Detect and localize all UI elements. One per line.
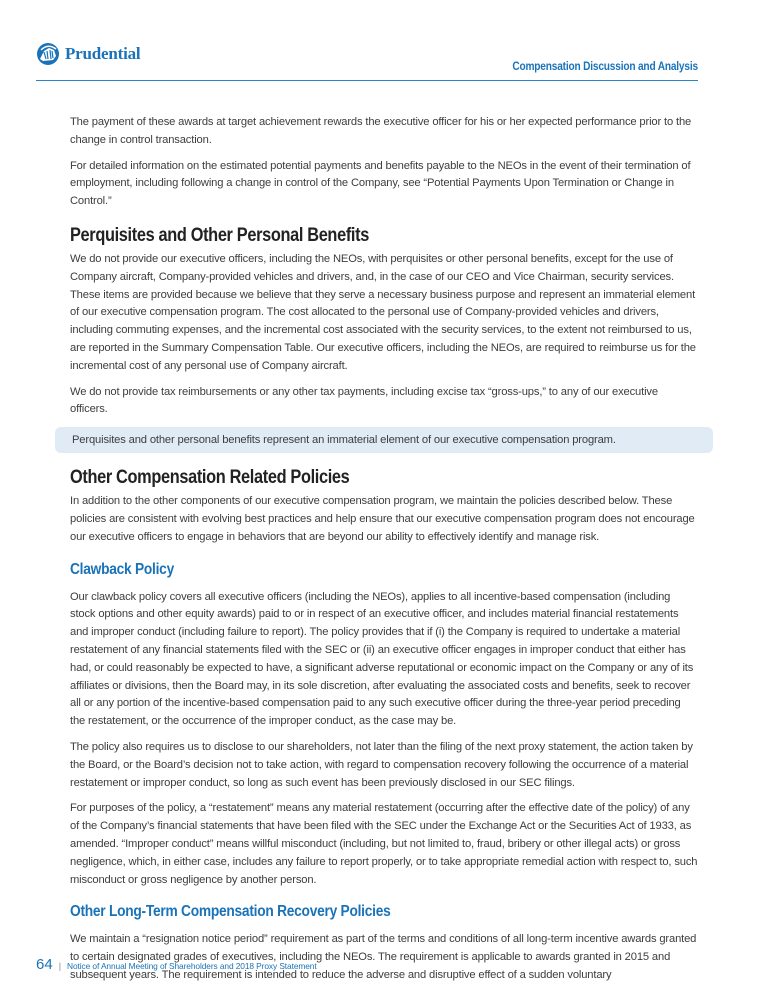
clawback-paragraph-3: For purposes of the policy, a “restatement” means any material restatement (occurring after the effective date of the policy) of any of the Company’s financial statements that have been filed with the SEC under the Exchange Act or the Securities Act of 1933, as amended. “Improper conduct” means willful misconduct (including, but not limited to, fraud, bribery or other illegal acts) or gross negligence, which, in either case, includes any failure to report properly, or to take appropriate remedial action with respect to, such misconduct or gross negligence by another person. <box>70 802 698 886</box>
clawback-paragraph-2: The policy also requires us to disclose to our shareholders, not later than the filing of the next proxy statement, the action taken by the Board, or the Board’s decision not to take action, with regard to compensation recovery following the occurrence of a material restatement or improper conduct, so long as such event has been previously disclosed in our SEC filings. <box>70 740 693 789</box>
perquisites-paragraph-1: We do not provide our executive officers, including the NEOs, with perquisites or other personal benefits, except for the use of Company aircraft, Company-provided vehicles and drivers, and, in the case of our CEO and Vice Chairman, security services. These items are provided because we believe that they serve a necessary business purpose and represent an immaterial element of our executive compensation program. The cost allocated to the personal use of Company-provided vehicles and drivers, including commuting expenses, and the incremental cost associated with the security services, to the extent not reimbursed to us, are reported in the Summary Compensation Table. Our executive officers, including the NEOs, are required to reimburse us for the incremental cost of any personal use of Company aircraft. <box>70 252 696 372</box>
clawback-heading: Clawback Policy <box>70 560 174 578</box>
perquisites-callout: Perquisites and other personal benefits represent an immaterial element of our executive compensation program. <box>55 427 713 453</box>
long-term-paragraph: We maintain a “resignation notice period” requirement as part of the terms and conditions of all long-term incentive awards granted to certain designated grades of executives, including the NEOs. The requirement is applicable to awards granted in 2015 and subsequent years. The requirement is intended to reduce the adverse and disruptive effect of a sudden voluntary <box>70 933 697 981</box>
long-term-heading: Other Long-Term Compensation Recovery Policies <box>70 903 391 921</box>
other-policies-paragraph: In addition to the other components of our executive compensation program, we maintain the policies described below. These policies are consistent with evolving best practices and help ensure that our executive compensation program does not encourage our executive officers to engage in behaviors that are beyond our ability to effectively identify and manage risk. <box>70 495 695 543</box>
page-footer <box>36 956 317 973</box>
footer-document-title: Notice of Annual Meeting of Shareholders and 2018 Proxy Statement <box>67 961 317 971</box>
footer-separator: | <box>58 961 62 971</box>
header-divider <box>36 80 698 81</box>
section-title: Compensation Discussion and Analysis <box>512 61 698 73</box>
other-policies-heading: Other Compensation Related Policies <box>70 467 350 489</box>
intro-paragraph-2: For detailed information on the estimated potential payments and benefits payable to the NEOs in the event of their termination of employment, including following a change in control of the Company, see “Potential Payments Upon Termination or Change in Control.” <box>70 159 691 208</box>
perquisites-paragraph-2: We do not provide tax reimbursements or any other tax payments, including excise tax “gross-ups,” to any of our executive officers. <box>70 385 658 416</box>
page-content <box>70 114 698 993</box>
page-header <box>36 40 698 80</box>
clawback-paragraph-1: Our clawback policy covers all executive officers (including the NEOs), applies to all incentive-based compensation (including stock options and other equity awards) paid to or in respect of an executive officer, and includes material financial restatements and improper conduct (including failure to report). The policy provides that if (i) the Company is required to undertake a material restatement of any financial statements filed with the SEC or (ii) an executive officer engages in improper conduct that either has had, or could reasonably be expected to have, a significant adverse reputational or economic impact on the Company or any of its affiliates or divisions, then the Board may, in its sole discretion, after evaluating the associated costs and benefits, seek to recover all or any portion of the incentive-based compensation paid to any such executive officer during the three-year period preceding the restatement, or the occurrence of the improper conduct, as the case may be. <box>70 590 694 728</box>
perquisites-heading: Perquisites and Other Personal Benefits <box>70 224 369 246</box>
prudential-logo <box>36 42 140 66</box>
page-number: 64 <box>36 956 53 973</box>
rock-of-gibraltar-icon <box>36 42 60 66</box>
logo-text: Prudential <box>65 44 141 63</box>
intro-paragraph-1: The payment of these awards at target achievement rewards the executive officer for his or her expected performance prior to the change in control transaction. <box>70 116 692 146</box>
